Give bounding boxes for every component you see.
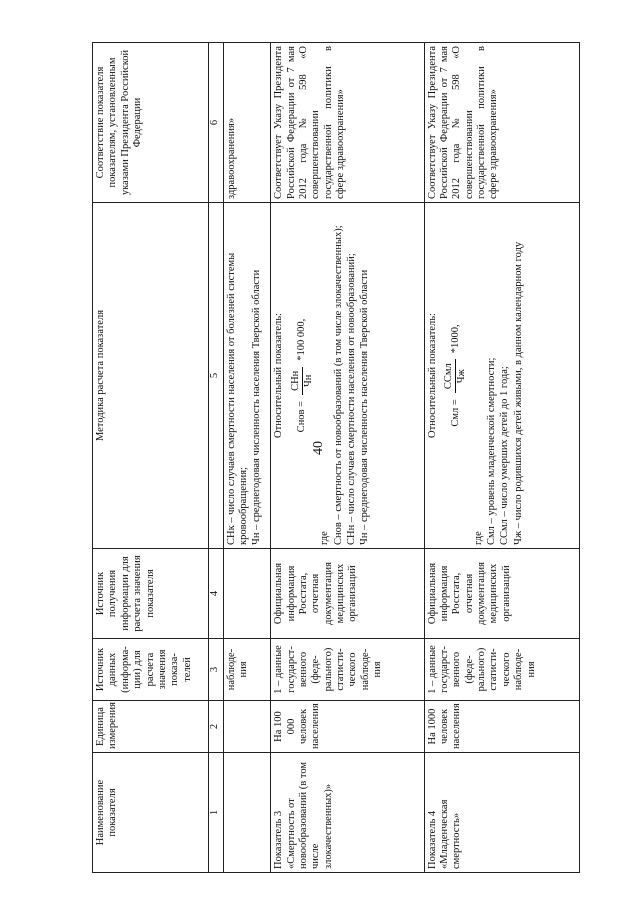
- header-row: [93, 43, 209, 873]
- definition-line: Снов – смертность от новообразований (в том числе злокачественных);: [332, 225, 344, 545]
- header-name: Наименование показателя: [93, 753, 209, 873]
- col-num-1: 1: [209, 753, 224, 873]
- definition-line: Чн – среднегодовая численность населения Тверской области: [359, 269, 371, 545]
- formula-numerator: СНн: [290, 367, 303, 395]
- formula-denominator: Чн: [302, 374, 314, 388]
- formula-numerator: ССмл: [443, 359, 456, 393]
- definition-line: Чж – число родившихся детей живыми, в данном календарном году: [512, 241, 524, 545]
- indicator-name: Показатель 3 «Смертность от новообразований (в том числе злокачественных)»: [271, 753, 424, 873]
- formula-multiplier: *1000,: [449, 324, 461, 354]
- indicators-table: [92, 42, 580, 873]
- indicator-unit: На 100 000 человек населения: [271, 701, 424, 753]
- cont-method: [223, 203, 271, 549]
- formula-multiplier: *100 000,: [296, 318, 308, 361]
- formula: [290, 206, 316, 545]
- definition-line: ССмл – число умерших детей до 1 года;: [499, 366, 511, 545]
- formula-fraction: [290, 367, 316, 395]
- cont-method-line: СНк – число случаев смертности населения от болезней системы кровообращения;: [225, 252, 249, 545]
- table-row-indicator-4: [424, 43, 579, 873]
- table-row-indicator-3: [271, 43, 424, 873]
- indicator-name: Показатель 4 «Младенческая смертность»: [424, 753, 579, 873]
- where-label: где: [319, 531, 331, 545]
- method-intro: Относительный показатель:: [273, 313, 285, 438]
- header-source-info: Источник получения информации для расчета значения показателя: [93, 549, 209, 639]
- indicator-method: [271, 203, 424, 549]
- definition-line: СНн – число случаев смертности населения от новообразований;: [346, 253, 358, 545]
- col-num-2: 2: [209, 701, 224, 753]
- header-method: Методика расчета показателя: [93, 203, 209, 549]
- page-number: 40: [311, 441, 326, 455]
- rotated-table-container: [92, 43, 580, 873]
- indicator-source-info: Официальная информация Росстата, отчетная документация медицинских организаций: [424, 549, 579, 639]
- indicator-source-data: 1 – данные государст-венного (феде-рального) статисти-ческого наблюде-ния: [271, 639, 424, 701]
- formula-lhs: Снов =: [296, 400, 308, 433]
- indicator-unit: На 1000 человек населения: [424, 701, 579, 753]
- indicator-compliance: Соответствует Указу Президента Российской Федерации от 7 мая 2012 года № 598 «О совершенствовании государственной политики в сфере здравоохранения»: [424, 43, 579, 203]
- column-number-row: [209, 43, 224, 873]
- indicator-compliance: Соответствует Указу Президента Российской Федерации от 7 мая 2012 года № 598 «О совершенствовании государственной политики в сфере здравоохранения»: [271, 43, 424, 203]
- continuation-row: [223, 43, 271, 873]
- cont-method-line: Чн – среднегодовая численность населения Тверской области: [251, 269, 263, 545]
- header-compliance: Соответствие показателя показателям, установленным указами Президента Российской Федерации: [93, 43, 209, 203]
- definition-line: Смл – уровень младенческой смертности;: [486, 357, 498, 545]
- formula: [443, 206, 469, 545]
- header-unit: Единица измерения: [93, 701, 209, 753]
- col-num-5: 5: [209, 203, 224, 549]
- header-source-data: Источник данных (информа-ции) для расчета значения показа-телей: [93, 639, 209, 701]
- where-label: где: [472, 531, 484, 545]
- formula-lhs: Смл =: [449, 399, 461, 427]
- indicator-source-data: 1 – данные государст-венного (феде-рального) статисти-ческого наблюде-ния: [424, 639, 579, 701]
- method-intro: Относительный показатель:: [426, 313, 438, 438]
- indicator-method: [424, 203, 579, 549]
- formula-denominator: Чж: [456, 369, 468, 384]
- cont-compliance: здравоохранения»: [223, 43, 271, 203]
- col-num-4: 4: [209, 549, 224, 639]
- col-num-6: 6: [209, 43, 224, 203]
- cont-source-data: наблюде-ния: [223, 639, 271, 701]
- indicator-source-info: Официальная информация Росстата, отчетная документация медицинских организаций: [271, 549, 424, 639]
- col-num-3: 3: [209, 639, 224, 701]
- formula-fraction: [443, 359, 469, 393]
